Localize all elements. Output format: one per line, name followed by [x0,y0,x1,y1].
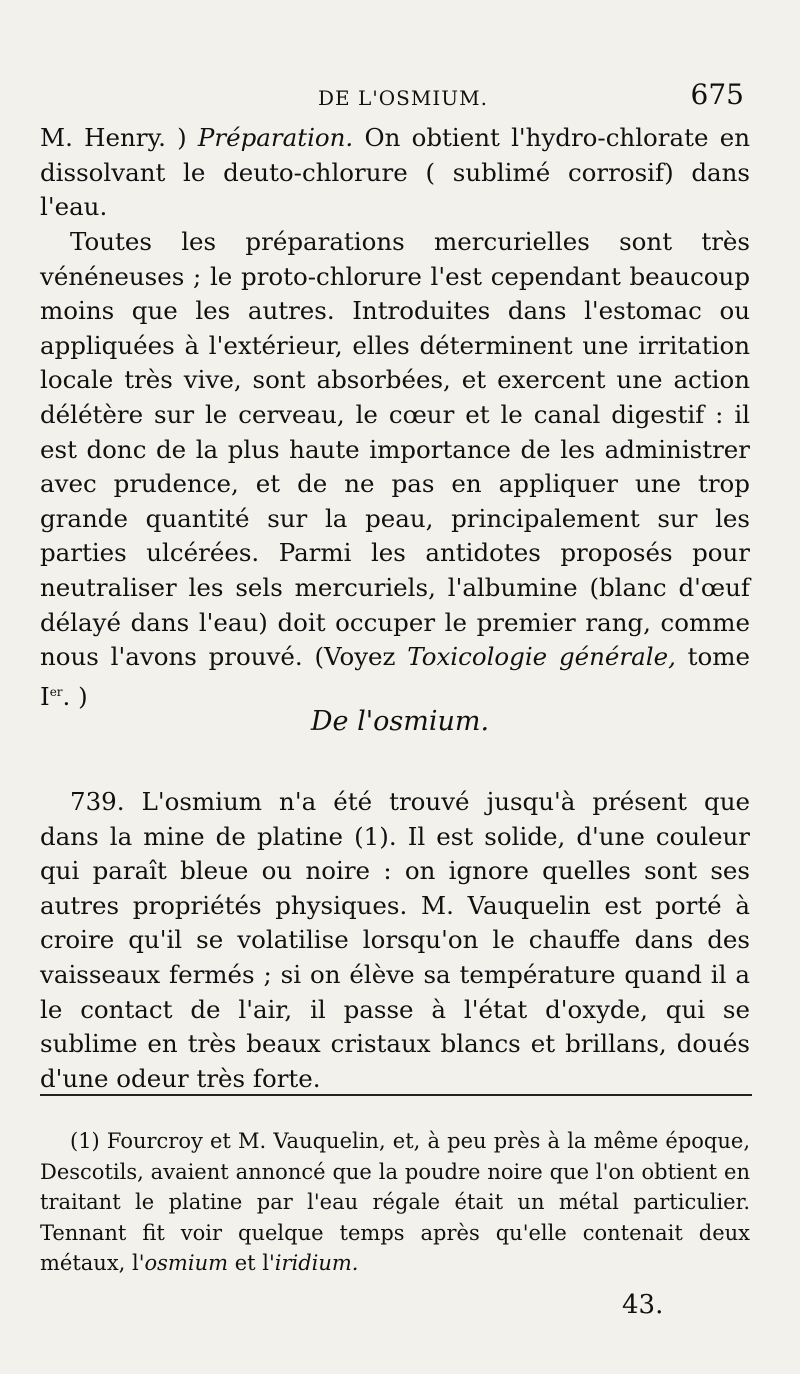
text-run: 739. L'osmium n'a été trouvé jusqu'à présent que dans la mine de platine (1). Il est solide, d'une couleur qui paraît bleue ou noire : on ignore quelles sont ses autres propriétés physiques. M. Vauquelin est porté à croire qu'il se volatilise lorsqu'on le chauffe dans des vaisseaux fermés ; si on élève sa température quand il a le contact de l'air, il passe à l'état d'oxyde, qui se sublime en très beaux cristaux blancs et brillans, doués d'une odeur très forte. [40,787,750,1093]
footnote-divider [40,1094,752,1096]
text-run: On obtient l'hydro-chlorate en dissolvant le deuto-chlorure ( sublimé corrosif) dans l'eau. [40,123,750,222]
superscript: er [49,684,63,699]
text-run: (1) Fourcroy et M. Vauquelin, et, à peu près à la même époque, Descotils, avaient annoncé que la poudre noire que l'on obtient en traitant le platine par l'eau régale était un métal particulier. Tennant fit voir quelque temps après qu'elle contenait deux métaux, l' [40,1129,750,1275]
paragraph-preparation [40,121,750,225]
text-run: Toutes les préparations mercurielles sont très vénéneuses ; le proto-chlorure l'est cependant beaucoup moins que les autres. Introduites dans l'estomac ou appliquées à l'extérieur, elles déterminent une irritation locale très vive, sont absorbées, et exercent une action délétère sur le cerveau, le cœur et le canal digestif : il est donc de la plus haute importance de les administrer avec prudence, et de ne pas en appliquer une trop grande quantité sur la peau, principalement sur les parties ulcérées. Parmi les antidotes proposés pour neutraliser les sels mercuriels, l'albumine (blanc d'œuf délayé dans l'eau) doit occuper le premier rang, comme nous l'avons prouvé. (Voyez [40,227,750,672]
signature-mark: 43. [622,1290,664,1320]
section-title: De l'osmium. [310,706,490,737]
italic-term: iridium. [274,1251,359,1275]
paragraph-mercurial-toxicity [40,225,750,714]
footnote [40,1126,750,1279]
running-head: DE L'OSMIUM. [318,86,488,110]
italic-heading: Préparation. [197,123,354,152]
text-run: M. Henry. ) [40,123,198,152]
text-run: tome I [40,642,750,711]
page-header [40,78,760,118]
italic-term: osmium [144,1251,229,1275]
page-number: 675 [690,78,744,111]
text-run: . ) [62,681,88,711]
paragraph-osmium [40,785,750,1096]
text-run: et l' [228,1251,275,1275]
italic-reference: Toxicologie générale, [407,642,676,672]
